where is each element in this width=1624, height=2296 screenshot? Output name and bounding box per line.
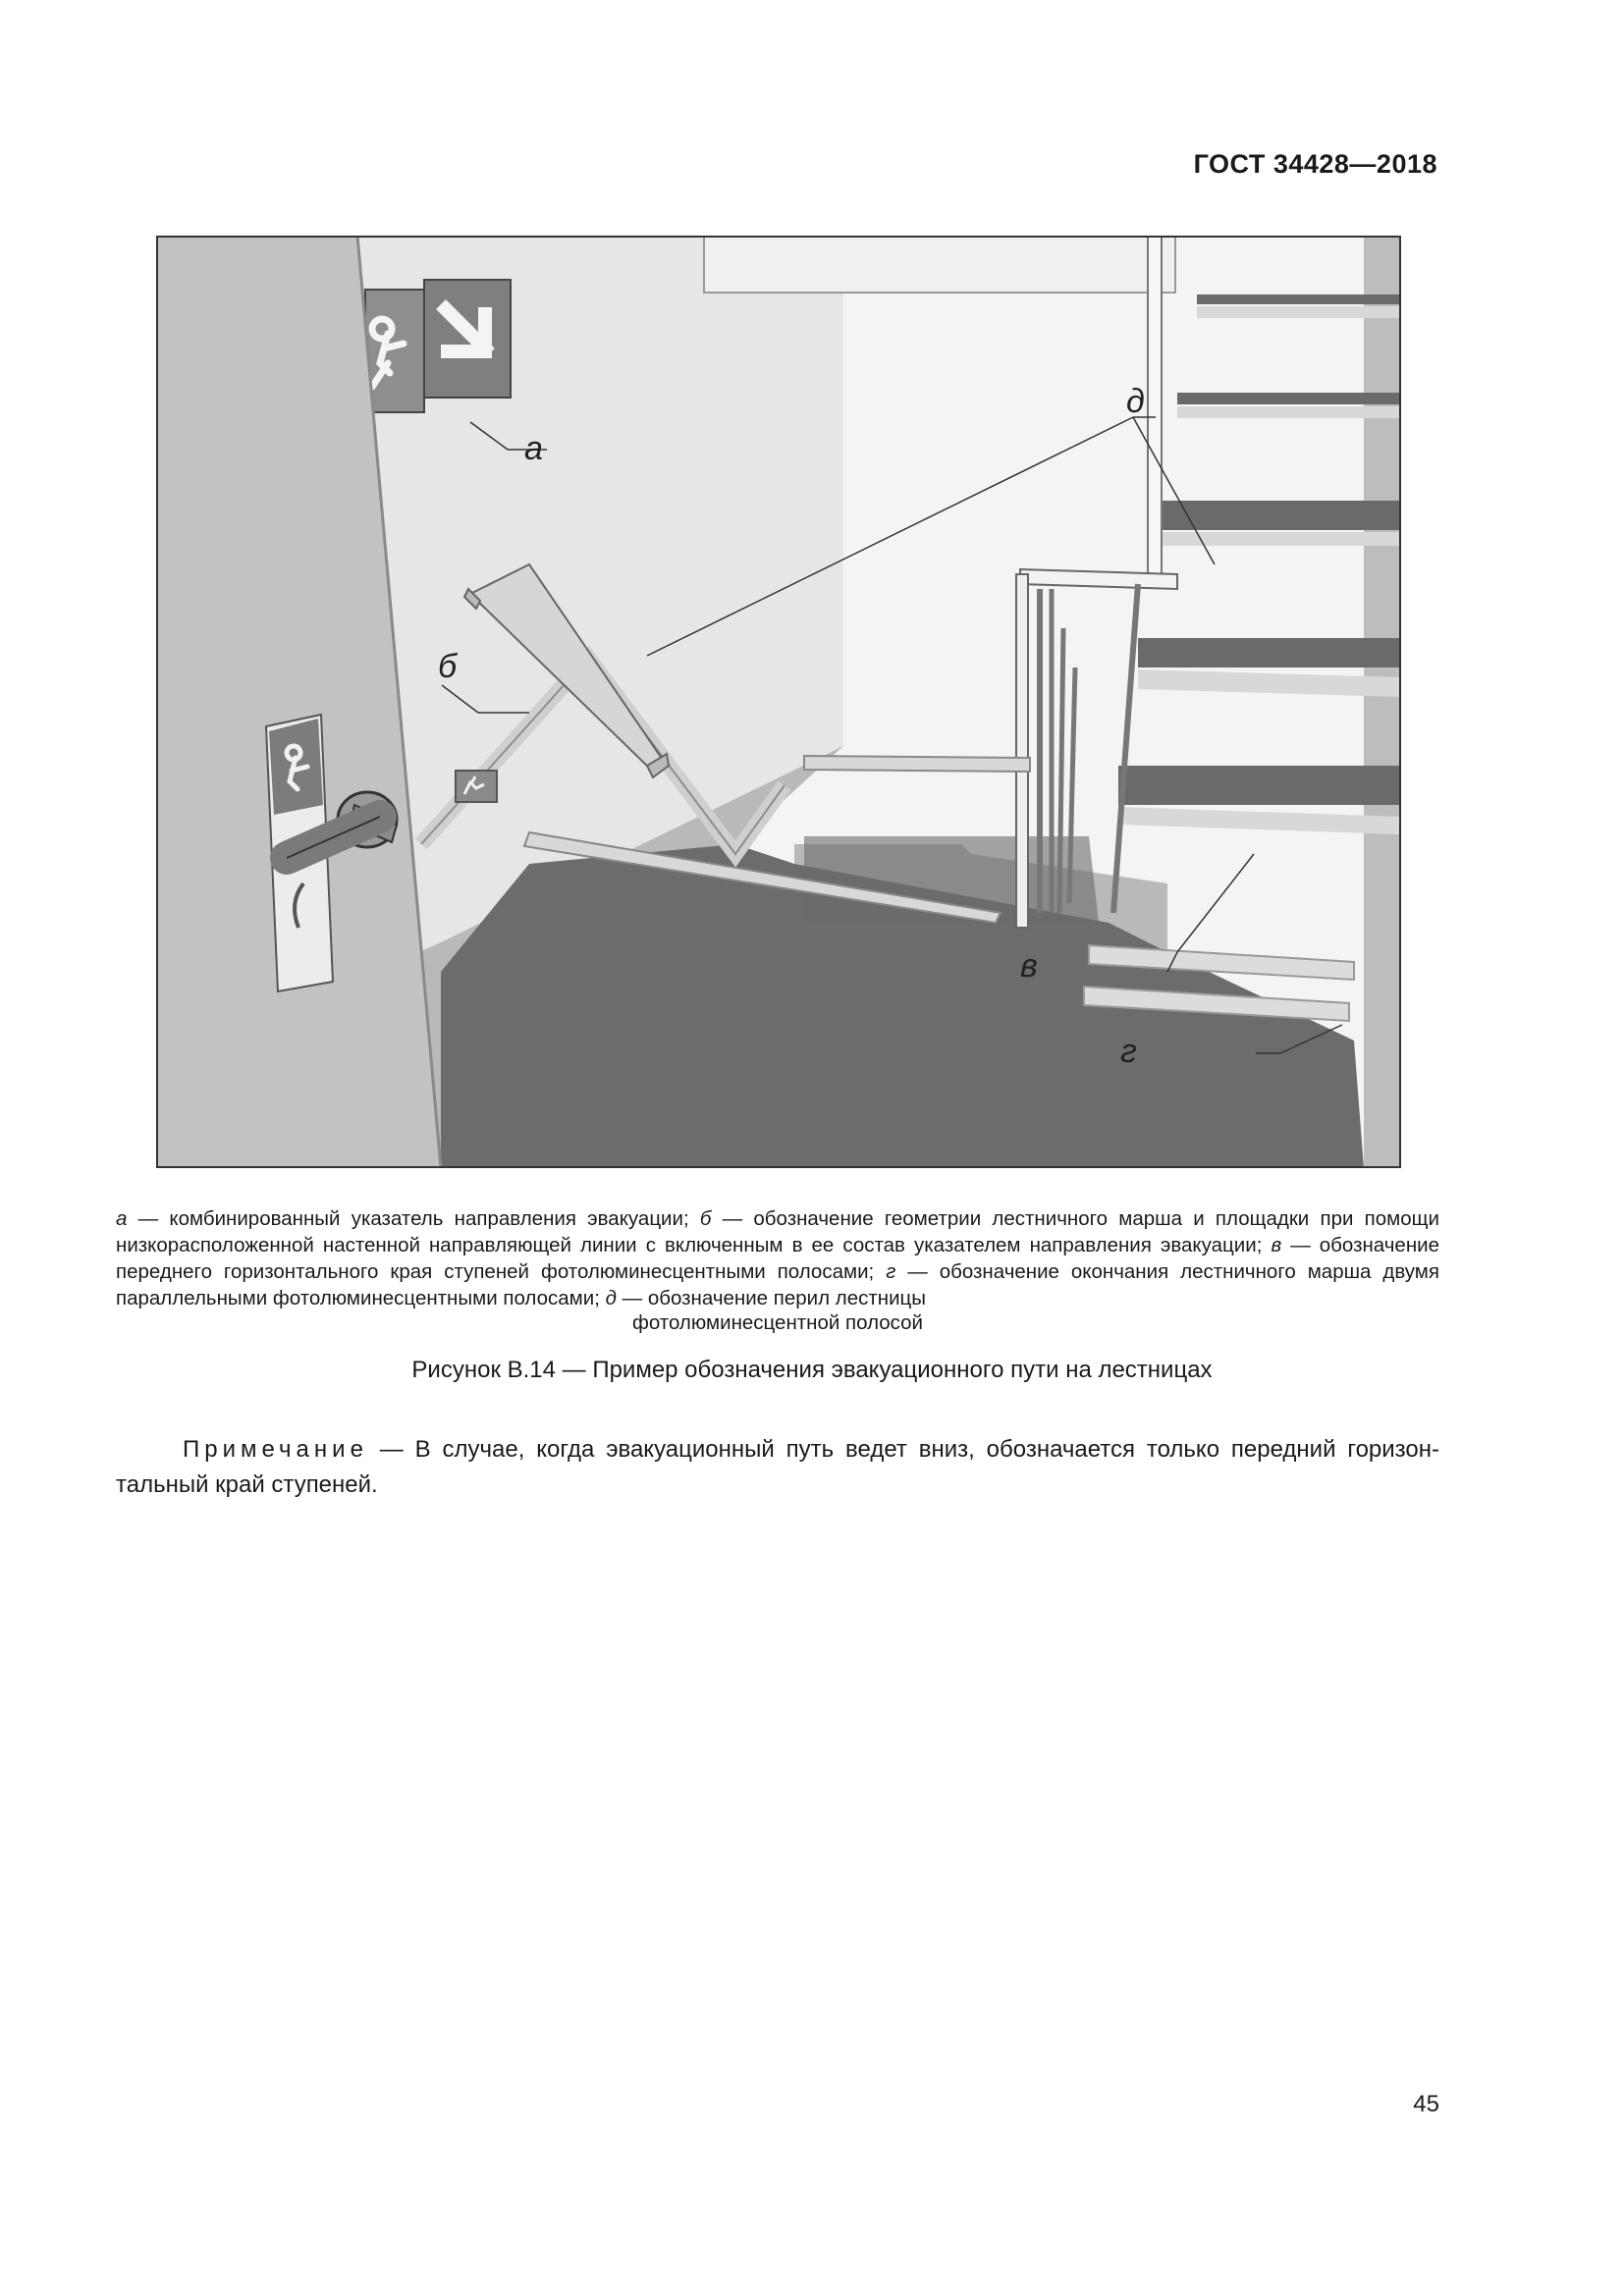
figure-label-v: в [1020,947,1038,985]
legend-text-a: — комбинированный указатель направления эвакуации; [127,1207,700,1230]
legend-text-g: — обозначение окончания лестничного марша двумя параллельными фотолюминесцентными полосами; [116,1260,1440,1309]
legend-last-line: фотолюминесцентной полосой [631,1311,924,1334]
figure-label-g: г [1120,1033,1137,1070]
figure-label-a: а [524,430,543,467]
legend-text-v: — обозначение переднего горизонтального края ступеней фотолюминесцентными полосами; [116,1234,1439,1283]
legend-key-d: д [605,1287,617,1309]
legend-text-d: — обозначение перил лестницы [616,1287,927,1309]
legend-key-g: г [886,1260,896,1283]
document-header: ГОСТ 34428—2018 [1193,149,1437,179]
legend-key-a: а [116,1207,128,1230]
staircase-illustration [156,236,1401,1168]
figure-label-d: д [1126,383,1145,420]
legend-key-v: в [1271,1234,1282,1256]
page-number: 45 [1413,2091,1439,2117]
figure-legend [116,1205,1439,1311]
legend-text-b: — обозначение геометрии лестничного марша и площадки при помощи низкорасположенной настенной направляющей линии с включенным в ее состав указателем направления эвакуации; [116,1207,1439,1256]
note-label: Примечание [183,1436,368,1463]
figure-caption: Рисунок В.14 — Пример обозначения эвакуационного пути на лестницах [411,1357,1213,1383]
note-text: — В случае, когда эвакуационный путь ведет вниз, обозначается только передний горизон-тальный край ступеней. [116,1436,1439,1498]
figure-label-b: б [438,648,458,685]
note-paragraph [116,1432,1439,1503]
legend-key-b: б [699,1207,712,1230]
